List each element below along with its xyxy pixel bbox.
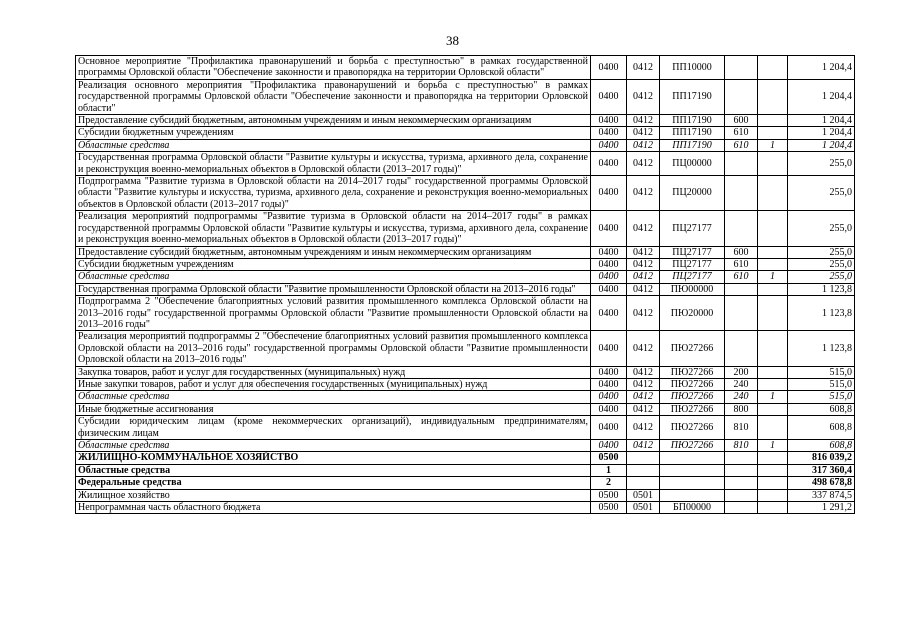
target-article-cell: ПЦ27177 <box>660 258 725 270</box>
subsection-code-cell <box>627 464 660 476</box>
section-code-cell: 2 <box>591 477 627 489</box>
name-cell: Государственная программа Орловской области "Развитие культуры и искусства, туризма, архивного дела, сохранение и реконструкция военно-мемориальных объектов в Орловской области (2013–2017 годы)" <box>76 152 591 176</box>
expense-type-cell <box>725 79 758 114</box>
target-article-cell: БП00000 <box>660 502 725 514</box>
expense-type-cell: 810 <box>725 416 758 440</box>
subsection-code-cell: 0412 <box>627 391 660 403</box>
section-code-cell: 0400 <box>591 56 627 80</box>
subsection-code-cell: 0412 <box>627 56 660 80</box>
funding-source-cell <box>758 296 788 331</box>
subsection-code-cell: 0501 <box>627 489 660 501</box>
table-row <box>76 477 855 489</box>
table-row <box>76 502 855 514</box>
table-row <box>76 79 855 114</box>
budget-table <box>75 55 855 514</box>
section-code-cell: 0400 <box>591 79 627 114</box>
section-code-cell: 0400 <box>591 403 627 415</box>
expense-type-cell <box>725 211 758 246</box>
target-article-cell: ПЮ00000 <box>660 283 725 295</box>
funding-source-cell <box>758 258 788 270</box>
target-article-cell: ПЮ27266 <box>660 416 725 440</box>
expense-type-cell <box>725 283 758 295</box>
amount-cell: 515,0 <box>788 378 855 390</box>
expense-type-cell: 610 <box>725 139 758 151</box>
target-article-cell: ПП17190 <box>660 127 725 139</box>
table-row <box>76 115 855 127</box>
subsection-code-cell: 0412 <box>627 139 660 151</box>
amount-cell: 255,0 <box>788 211 855 246</box>
amount-cell: 317 360,4 <box>788 464 855 476</box>
table-row <box>76 296 855 331</box>
subsection-code-cell: 0412 <box>627 331 660 366</box>
funding-source-cell <box>758 403 788 415</box>
table-row <box>76 489 855 501</box>
section-code-cell: 0400 <box>591 271 627 283</box>
section-code-cell: 0400 <box>591 440 627 452</box>
amount-cell: 255,0 <box>788 176 855 211</box>
table-row <box>76 391 855 403</box>
section-code-cell: 0500 <box>591 489 627 501</box>
table-row <box>76 464 855 476</box>
target-article-cell <box>660 452 725 464</box>
section-code-cell: 0400 <box>591 366 627 378</box>
section-code-cell: 0400 <box>591 246 627 258</box>
target-article-cell: ПЮ27266 <box>660 366 725 378</box>
amount-cell: 337 874,5 <box>788 489 855 501</box>
expense-type-cell: 240 <box>725 378 758 390</box>
subsection-code-cell: 0412 <box>627 176 660 211</box>
target-article-cell: ПЮ27266 <box>660 378 725 390</box>
expense-type-cell: 800 <box>725 403 758 415</box>
target-article-cell: ПЮ20000 <box>660 296 725 331</box>
amount-cell: 515,0 <box>788 391 855 403</box>
expense-type-cell <box>725 489 758 501</box>
table-row <box>76 127 855 139</box>
table-row <box>76 176 855 211</box>
subsection-code-cell: 0412 <box>627 416 660 440</box>
table-row <box>76 416 855 440</box>
amount-cell: 255,0 <box>788 246 855 258</box>
amount-cell: 1 123,8 <box>788 331 855 366</box>
name-cell: Федеральные средства <box>76 477 591 489</box>
expense-type-cell: 610 <box>725 127 758 139</box>
expense-type-cell <box>725 152 758 176</box>
target-article-cell: ПЦ20000 <box>660 176 725 211</box>
subsection-code-cell: 0412 <box>627 127 660 139</box>
funding-source-cell <box>758 378 788 390</box>
table-body <box>76 56 855 514</box>
target-article-cell: ПЮ27266 <box>660 331 725 366</box>
funding-source-cell: 1 <box>758 391 788 403</box>
name-cell: Реализация основного мероприятия "Профилактика правонарушений и борьба с преступностью" в рамках государственной программы Орловской области "Обеспечение законности и правопорядка на территории Орловской области" <box>76 79 591 114</box>
table-row <box>76 152 855 176</box>
name-cell: Предоставление субсидий бюджетным, автономным учреждениям и иным некоммерческим организациям <box>76 115 591 127</box>
target-article-cell: ПЮ27266 <box>660 440 725 452</box>
table-row <box>76 211 855 246</box>
name-cell: Подпрограмма "Развитие туризма в Орловской области на 2014–2017 годы" государственной программы Орловской области "Развитие культуры и искусства, туризма, архивного дела, сохранение и реконструкция военно-мемориальных объектов в Орловской области (2013–2017 годы)" <box>76 176 591 211</box>
subsection-code-cell: 0412 <box>627 115 660 127</box>
target-article-cell: ПЦ27177 <box>660 271 725 283</box>
funding-source-cell <box>758 283 788 295</box>
subsection-code-cell: 0412 <box>627 79 660 114</box>
subsection-code-cell: 0501 <box>627 502 660 514</box>
table-row <box>76 258 855 270</box>
table-row <box>76 366 855 378</box>
name-cell: Жилищное хозяйство <box>76 489 591 501</box>
target-article-cell: ПЦ27177 <box>660 246 725 258</box>
table-row <box>76 246 855 258</box>
expense-type-cell: 240 <box>725 391 758 403</box>
funding-source-cell: 1 <box>758 440 788 452</box>
table-row <box>76 271 855 283</box>
funding-source-cell <box>758 152 788 176</box>
subsection-code-cell: 0412 <box>627 258 660 270</box>
target-article-cell: ПЦ00000 <box>660 152 725 176</box>
section-code-cell: 0400 <box>591 211 627 246</box>
funding-source-cell <box>758 416 788 440</box>
amount-cell: 515,0 <box>788 366 855 378</box>
table-row <box>76 440 855 452</box>
name-cell: Областные средства <box>76 391 591 403</box>
name-cell: ЖИЛИЩНО-КОММУНАЛЬНОЕ ХОЗЯЙСТВО <box>76 452 591 464</box>
table-row <box>76 56 855 80</box>
target-article-cell <box>660 489 725 501</box>
amount-cell: 1 204,4 <box>788 79 855 114</box>
name-cell: Иные закупки товаров, работ и услуг для обеспечения государственных (муниципальных) нужд <box>76 378 591 390</box>
name-cell: Областные средства <box>76 464 591 476</box>
subsection-code-cell: 0412 <box>627 283 660 295</box>
name-cell: Субсидии бюджетным учреждениям <box>76 127 591 139</box>
section-code-cell: 0500 <box>591 452 627 464</box>
name-cell: Областные средства <box>76 271 591 283</box>
amount-cell: 255,0 <box>788 152 855 176</box>
section-code-cell: 0500 <box>591 502 627 514</box>
amount-cell: 1 204,4 <box>788 127 855 139</box>
funding-source-cell <box>758 56 788 80</box>
subsection-code-cell: 0412 <box>627 403 660 415</box>
subsection-code-cell: 0412 <box>627 296 660 331</box>
subsection-code-cell: 0412 <box>627 152 660 176</box>
funding-source-cell <box>758 115 788 127</box>
expense-type-cell <box>725 452 758 464</box>
page-number: 38 <box>446 33 459 48</box>
amount-cell: 608,8 <box>788 416 855 440</box>
section-code-cell: 0400 <box>591 139 627 151</box>
name-cell: Подпрограмма 2 "Обеспечение благоприятных условий развития промышленного комплекса Орловской области на 2013–2016 годы" государственной программы Орловской области "Развитие промышленности Орловской области на 2013–2016 годы" <box>76 296 591 331</box>
section-code-cell: 0400 <box>591 176 627 211</box>
expense-type-cell: 200 <box>725 366 758 378</box>
section-code-cell: 0400 <box>591 296 627 331</box>
target-article-cell: ПП17190 <box>660 79 725 114</box>
name-cell: Областные средства <box>76 139 591 151</box>
subsection-code-cell: 0412 <box>627 271 660 283</box>
target-article-cell <box>660 464 725 476</box>
amount-cell: 608,8 <box>788 403 855 415</box>
funding-source-cell <box>758 366 788 378</box>
amount-cell: 1 291,2 <box>788 502 855 514</box>
funding-source-cell <box>758 246 788 258</box>
table-row <box>76 331 855 366</box>
funding-source-cell <box>758 489 788 501</box>
funding-source-cell: 1 <box>758 271 788 283</box>
table-row <box>76 139 855 151</box>
name-cell: Основное мероприятие "Профилактика правонарушений и борьба с преступностью" в рамках государственной программы Орловской области "Обеспечение законности и правопорядка на территории Орловской области" <box>76 56 591 80</box>
subsection-code-cell <box>627 477 660 489</box>
amount-cell: 816 039,2 <box>788 452 855 464</box>
amount-cell: 1 123,8 <box>788 283 855 295</box>
expense-type-cell: 600 <box>725 115 758 127</box>
funding-source-cell <box>758 331 788 366</box>
name-cell: Реализация мероприятий подпрограммы 2 "Обеспечение благоприятных условий развития промышленного комплекса Орловской области на 2013–2016 годы" государственной программы Орловской области "Развитие промышленности Орловской области на 2013–2016 годы" <box>76 331 591 366</box>
name-cell: Закупка товаров, работ и услуг для государственных (муниципальных) нужд <box>76 366 591 378</box>
amount-cell: 1 204,4 <box>788 115 855 127</box>
subsection-code-cell: 0412 <box>627 440 660 452</box>
funding-source-cell <box>758 502 788 514</box>
section-code-cell: 0400 <box>591 378 627 390</box>
expense-type-cell <box>725 331 758 366</box>
section-code-cell: 0400 <box>591 416 627 440</box>
expense-type-cell <box>725 176 758 211</box>
name-cell: Реализация мероприятий подпрограммы "Развитие туризма в Орловской области на 2014–2017 годы" в рамках государственной программы Орловской области "Развитие культуры и искусства, туризма, архивного дела, сохранение и реконструкция военно-мемориальных объектов в Орловской области (2013–2017 годы)" <box>76 211 591 246</box>
section-code-cell: 0400 <box>591 127 627 139</box>
funding-source-cell <box>758 127 788 139</box>
target-article-cell: ПП17190 <box>660 139 725 151</box>
expense-type-cell: 600 <box>725 246 758 258</box>
funding-source-cell <box>758 477 788 489</box>
table-row <box>76 403 855 415</box>
target-article-cell: ПЦ27177 <box>660 211 725 246</box>
name-cell: Предоставление субсидий бюджетным, автономным учреждениям и иным некоммерческим организациям <box>76 246 591 258</box>
section-code-cell: 0400 <box>591 331 627 366</box>
subsection-code-cell: 0412 <box>627 366 660 378</box>
name-cell: Непрограммная часть областного бюджета <box>76 502 591 514</box>
expense-type-cell: 810 <box>725 440 758 452</box>
expense-type-cell <box>725 477 758 489</box>
expense-type-cell: 610 <box>725 258 758 270</box>
subsection-code-cell: 0412 <box>627 378 660 390</box>
funding-source-cell <box>758 176 788 211</box>
target-article-cell: ПП10000 <box>660 56 725 80</box>
target-article-cell <box>660 477 725 489</box>
target-article-cell: ПЮ27266 <box>660 391 725 403</box>
amount-cell: 255,0 <box>788 271 855 283</box>
amount-cell: 498 678,8 <box>788 477 855 489</box>
target-article-cell: ПП17190 <box>660 115 725 127</box>
amount-cell: 608,8 <box>788 440 855 452</box>
subsection-code-cell: 0412 <box>627 211 660 246</box>
expense-type-cell <box>725 464 758 476</box>
amount-cell: 1 204,4 <box>788 139 855 151</box>
section-code-cell: 0400 <box>591 115 627 127</box>
amount-cell: 1 123,8 <box>788 296 855 331</box>
section-code-cell: 0400 <box>591 283 627 295</box>
expense-type-cell <box>725 502 758 514</box>
amount-cell: 255,0 <box>788 258 855 270</box>
expense-type-cell <box>725 56 758 80</box>
funding-source-cell: 1 <box>758 139 788 151</box>
funding-source-cell <box>758 464 788 476</box>
table-row <box>76 452 855 464</box>
amount-cell: 1 204,4 <box>788 56 855 80</box>
section-code-cell: 0400 <box>591 258 627 270</box>
table-row <box>76 283 855 295</box>
expense-type-cell <box>725 296 758 331</box>
funding-source-cell <box>758 211 788 246</box>
target-article-cell: ПЮ27266 <box>660 403 725 415</box>
name-cell: Субсидии юридическим лицам (кроме некоммерческих организаций), индивидуальным предпринимателям, физическим лицам <box>76 416 591 440</box>
name-cell: Государственная программа Орловской области "Развитие промышленности Орловской области на 2013–2016 годы" <box>76 283 591 295</box>
subsection-code-cell <box>627 452 660 464</box>
name-cell: Субсидии бюджетным учреждениям <box>76 258 591 270</box>
table-row <box>76 378 855 390</box>
funding-source-cell <box>758 79 788 114</box>
section-code-cell: 1 <box>591 464 627 476</box>
section-code-cell: 0400 <box>591 391 627 403</box>
subsection-code-cell: 0412 <box>627 246 660 258</box>
expense-type-cell: 610 <box>725 271 758 283</box>
name-cell: Иные бюджетные ассигнования <box>76 403 591 415</box>
funding-source-cell <box>758 452 788 464</box>
section-code-cell: 0400 <box>591 152 627 176</box>
name-cell: Областные средства <box>76 440 591 452</box>
